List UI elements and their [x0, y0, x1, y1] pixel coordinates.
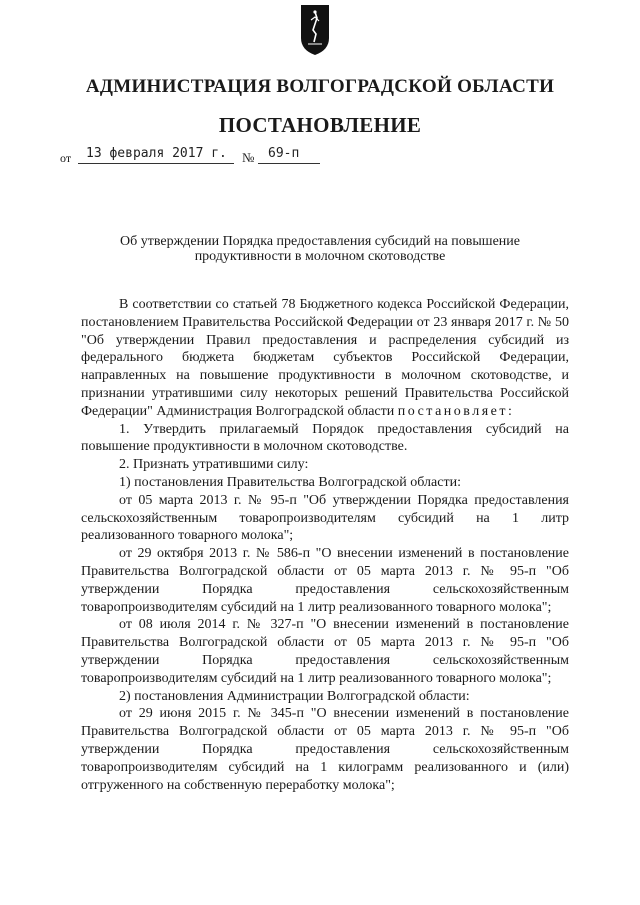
preamble-resolves: постановляет: [397, 403, 515, 419]
title-line-2: продуктивности в молочном скотоводстве [194, 249, 446, 264]
number-prefix: № [242, 150, 255, 165]
paragraph-subitem-2: 2) постановления Администрации Волгоградской области: [119, 688, 470, 704]
paragraph-repeal-4: от 29 июня 2015 г. № 345-п "О внесении изменений в постановление Правительства Волгоградской области от 05 марта 2013 г. № 95-п "Об утверждении Порядка предоставления сельскохозяйственным товаропроизводителям субсидий на 1 килограмм реализованного и (или) отгруженного на собственную переработку молока"; [81, 706, 569, 793]
paragraph-item-1: 1. Утвердить прилагаемый Порядок предоставления субсидий на повышение продуктивности в молочном скотоводстве. [81, 421, 569, 455]
document-body [81, 296, 569, 794]
doc-date: 13 февраля 2017 г. [86, 146, 227, 161]
paragraph-repeal-2: от 29 октября 2013 г. № 586-п "О внесении изменений в постановление Правительства Волгоградской области от 05 марта 2013 г. № 95-п "Об утверждении Порядка предоставления сельскохозяйственным товаропроизводителям субсидий на 1 литр реализованного товарного молока"; [81, 546, 569, 615]
document-title [0, 234, 640, 264]
paragraph-repeal-1: от 05 марта 2013 г. № 95-п "Об утверждении Порядка предоставления сельскохозяйственным товаропроизводителям субсидий на 1 литр реализованного товарного молока"; [81, 492, 569, 544]
coat-of-arms-icon [300, 4, 330, 56]
number-underline [258, 163, 320, 164]
paragraph-subitem-1: 1) постановления Правительства Волгоградской области: [119, 474, 461, 490]
paragraph-item-2: 2. Признать утратившими силу: [119, 457, 309, 473]
paragraph-preamble [81, 296, 569, 421]
paragraph-repeal-3: от 08 июля 2014 г. № 327-п "О внесении изменений в постановление Правительства Волгоградской области от 05 марта 2013 г. № 95-п "Об утверждении Порядка предоставления сельскохозяйственным товаропроизводителям субсидий на 1 литр реализованного товарного молока"; [81, 617, 569, 686]
title-line-1: Об утверждении Порядка предоставления субсидий на повышение [119, 234, 520, 249]
organization-name: АДМИНИСТРАЦИЯ ВОЛГОГРАДСКОЙ ОБЛАСТИ [85, 76, 555, 97]
doc-number: 69-п [268, 146, 300, 161]
date-underline [78, 163, 234, 164]
date-prefix: от [60, 151, 72, 165]
preamble-text: В соответствии со статьей 78 Бюджетного кодекса Российской Федерации, постановлением Правительства Российской Федерации от 23 января 2017 г. № 50 "Об утверждении Правил предоставления и распределения субсидий из федерального бюджета бюджетам субъектов Российской Федерации, направленных на повышение продуктивности в молочном скотоводстве, и признании утратившими силу некоторых решений Правительства Российской Федерации" Администрация Волгоградской области [81, 297, 569, 419]
document-type: ПОСТАНОВЛЕНИЕ [218, 113, 422, 137]
